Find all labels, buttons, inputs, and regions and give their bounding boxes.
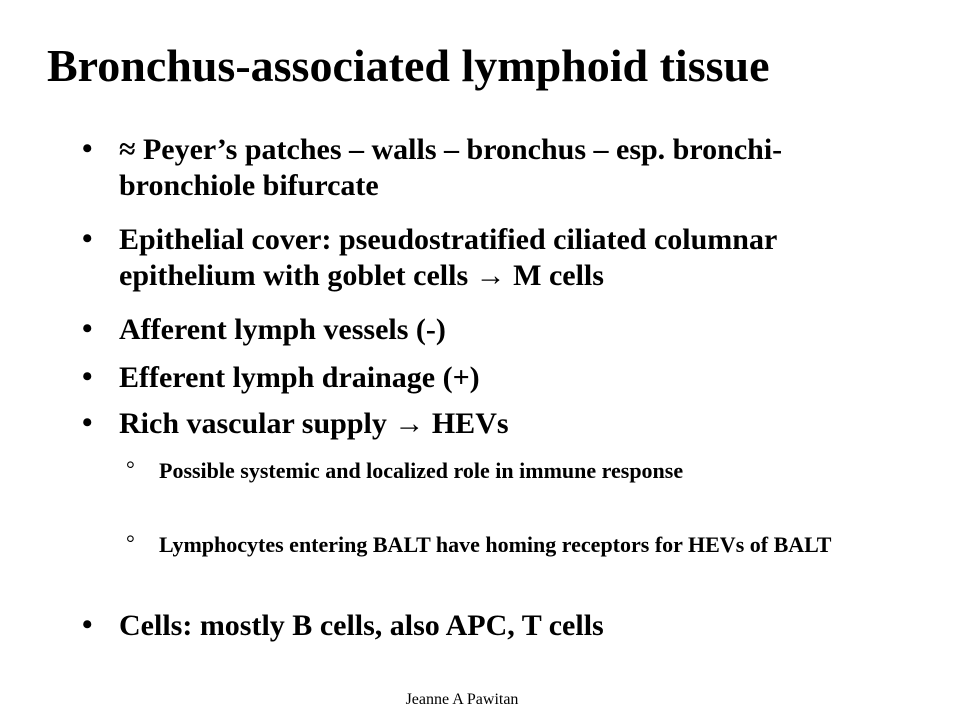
footer-author-text: Jeanne A Pawitan (405, 691, 519, 708)
sub-bullet-marker: ° (126, 456, 135, 481)
bullet-marker: • (82, 608, 93, 641)
bullet-text: Efferent lymph drainage (+) (119, 361, 480, 394)
bullet-marker: • (82, 360, 93, 393)
bullet-marker: • (82, 222, 93, 255)
bullet-text: Rich vascular supply → HEVs (119, 407, 509, 440)
bullet-text: Afferent lymph vessels (-) (119, 313, 446, 346)
bullet-marker: • (82, 406, 93, 439)
footer-author (0, 690, 960, 710)
bullet-marker: • (82, 132, 93, 165)
sub-bullet-text: Lymphocytes entering BALT have homing receptors for HEVs of BALT (159, 532, 832, 557)
bullet-text: Epithelial cover: pseudostratified ciliated columnar epithelium with goblet cells → M cells (119, 223, 777, 292)
bullet-text: ≈ Peyer’s patches – walls – bronchus – esp. bronchi-bronchiole bifurcate (119, 133, 783, 202)
sub-bullet-text: Possible systemic and localized role in immune response (159, 458, 684, 483)
bullet-marker: • (82, 312, 93, 345)
bullet-text: Cells: mostly B cells, also APC, T cells (119, 609, 604, 642)
sub-bullet-marker: ° (126, 530, 135, 555)
slide-title: Bronchus-associated lymphoid tissue (47, 40, 770, 91)
